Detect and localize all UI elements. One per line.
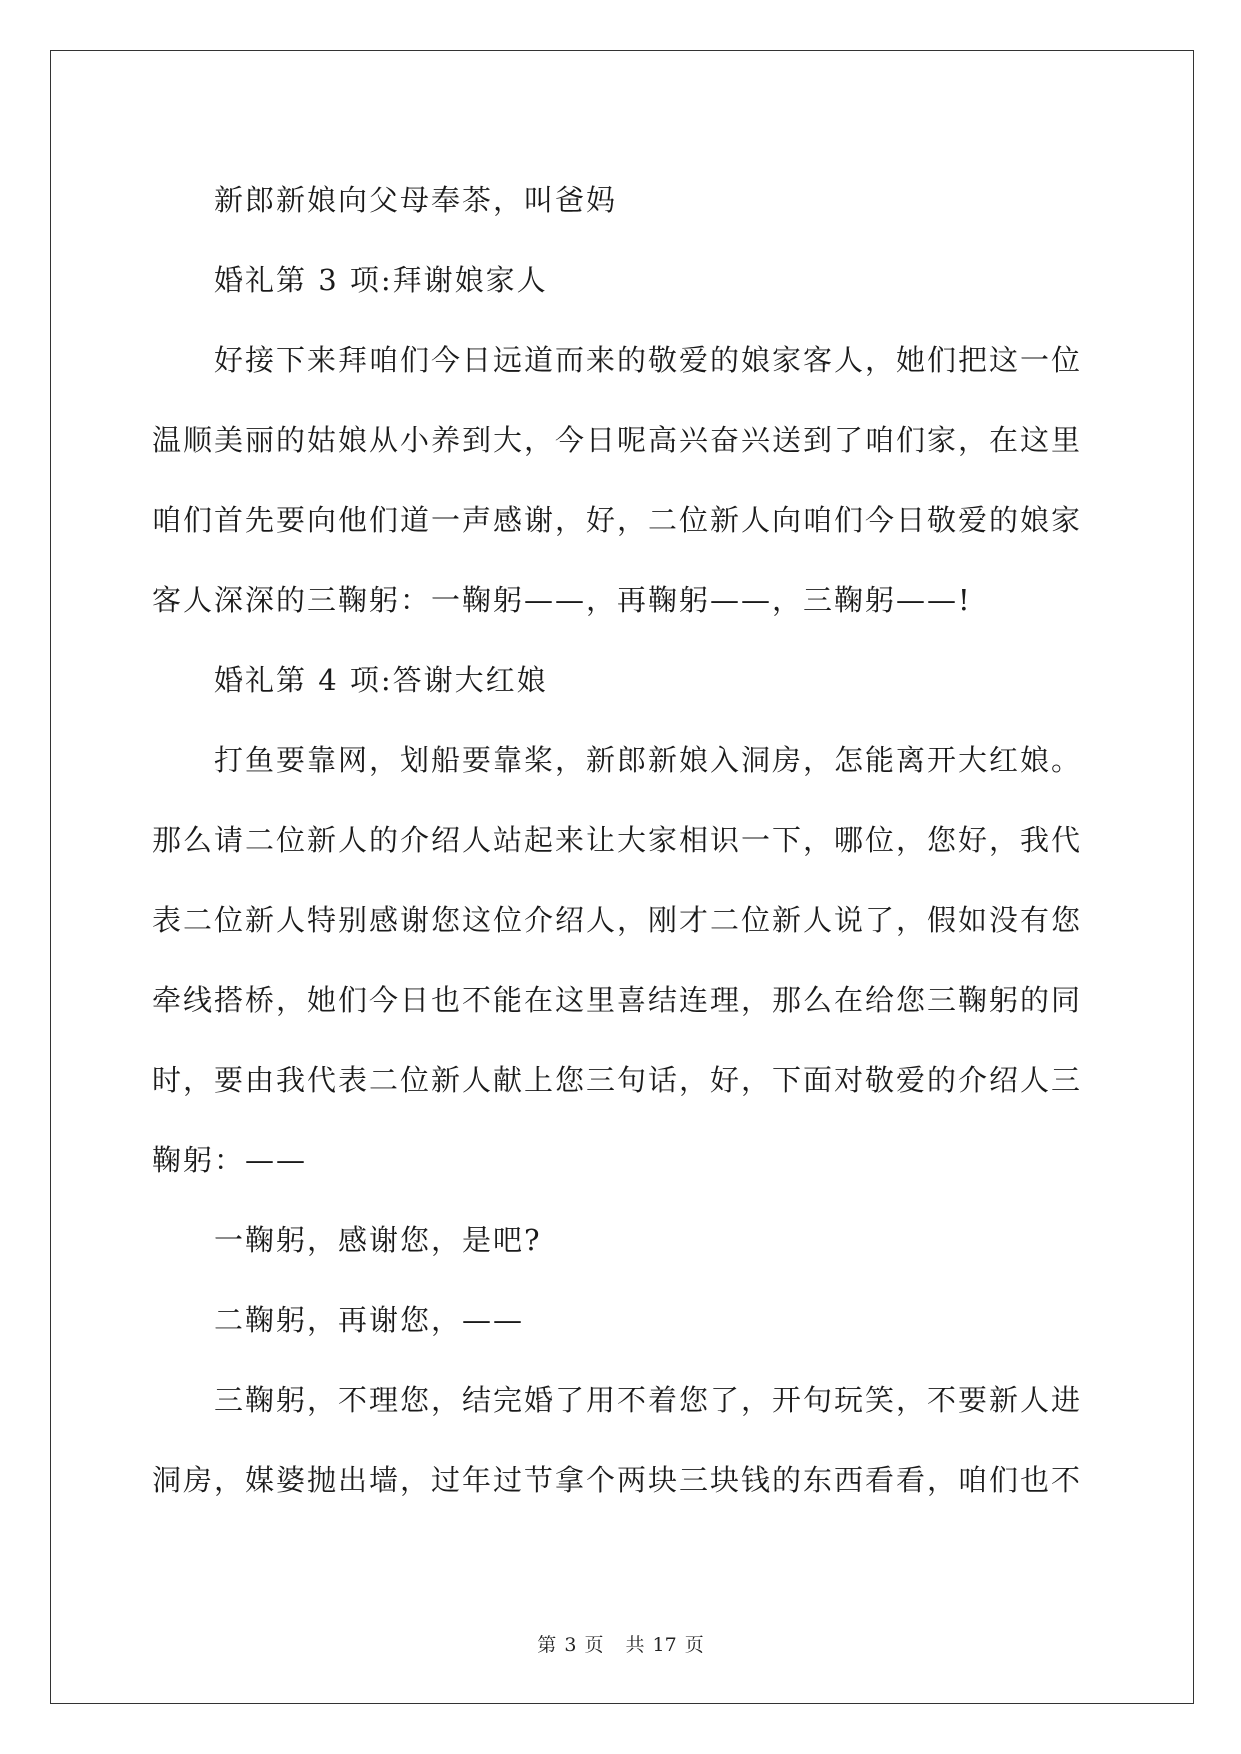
section-heading: 婚礼第 4 项:答谢大红娘 [214, 663, 548, 697]
text-line: 一鞠躬，感谢您，是吧? [214, 1223, 542, 1257]
total-pages: 共 17 页 [625, 1634, 704, 1656]
text-line: 打鱼要靠网，划船要靠桨，新郎新娘入洞房，怎能离开大红娘。 [214, 743, 1083, 777]
page-number: 第 3 页 [537, 1634, 604, 1656]
text-line: 二鞠躬，再谢您，—— [214, 1303, 525, 1337]
text-line: 客人深深的三鞠躬：一鞠躬——，再鞠躬——，三鞠躬——! [152, 583, 972, 617]
text-line: 新郎新娘向父母奉茶，叫爸妈 [214, 183, 618, 217]
text-line: 温顺美丽的姑娘从小养到大，今日呢高兴奋兴送到了咱们家，在这里 [152, 423, 1083, 457]
text-line: 洞房，媒婆抛出墙，过年过节拿个两块三块钱的东西看看，咱们也不 [152, 1463, 1083, 1497]
text-line: 表二位新人特别感谢您这位介绍人，刚才二位新人说了，假如没有您 [152, 903, 1083, 937]
text-line: 咱们首先要向他们道一声感谢，好，二位新人向咱们今日敬爱的娘家 [152, 503, 1083, 537]
text-line: 时，要由我代表二位新人献上您三句话，好，下面对敬爱的介绍人三 [152, 1063, 1083, 1097]
document-body [152, 160, 1090, 1520]
text-line: 三鞠躬，不理您，结完婚了用不着您了，开句玩笑，不要新人进 [214, 1383, 1083, 1417]
text-line: 那么请二位新人的介绍人站起来让大家相识一下，哪位，您好，我代 [152, 823, 1083, 857]
section-heading: 婚礼第 3 项:拜谢娘家人 [214, 263, 548, 297]
text-line: 好接下来拜咱们今日远道而来的敬爱的娘家客人，她们把这一位 [214, 343, 1083, 377]
text-line: 牵线搭桥，她们今日也不能在这里喜结连理，那么在给您三鞠躬的同 [152, 983, 1083, 1017]
page-footer [0, 1630, 1241, 1657]
text-line: 鞠躬：—— [152, 1143, 308, 1177]
